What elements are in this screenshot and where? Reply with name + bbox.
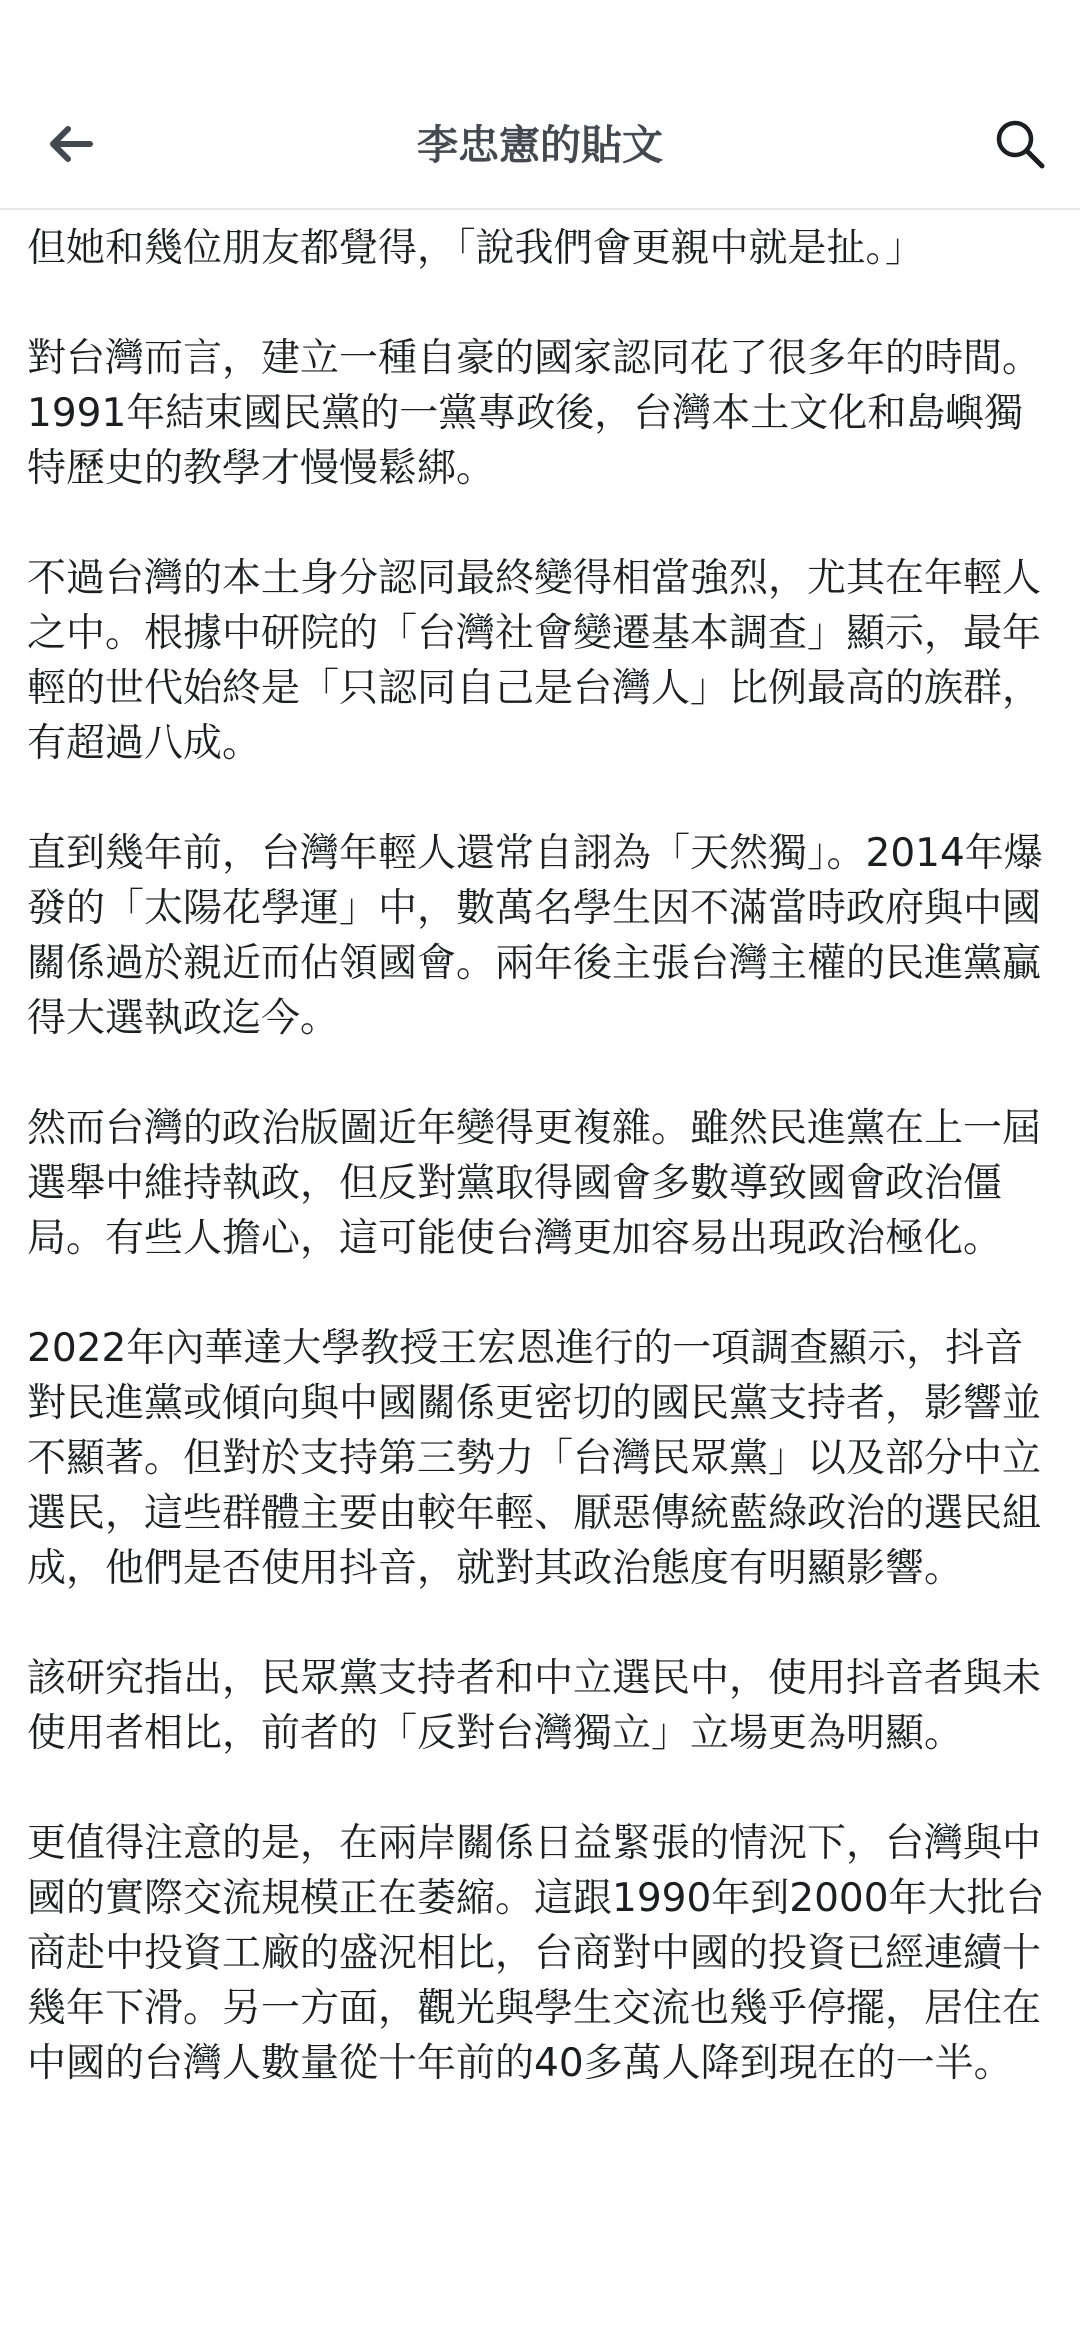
post-paragraph: 對台灣而言，建立一種自豪的國家認同花了很多年的時間。1991年結束國民黨的一黨專政後，台灣本土文化和島嶼獨特歷史的教學才慢慢鬆綁。 — [27, 336, 1042, 491]
post-paragraph: 不過台灣的本土身分認同最終變得相當強烈，尤其在年輕人之中。根據中研院的「台灣社會變遷基本調查」顯示，最年輕的世代始終是「只認同自己是台灣人」比例最高的族群，有超過八成。 — [27, 556, 1042, 766]
post-paragraph: 該研究指出，民眾黨支持者和中立選民中，使用抖音者與未使用者相比，前者的「反對台灣獨立」立場更為明顯。 — [27, 1656, 1042, 1756]
post-paragraph: 然而台灣的政治版圖近年變得更複雜。雖然民進黨在上一屆選舉中維持執政，但反對黨取得國會多數導致國會政治僵局。有些人擔心，這可能使台灣更加容易出現政治極化。 — [27, 1106, 1042, 1261]
status-bar — [0, 0, 1080, 82]
post-body — [27, 210, 1057, 2340]
post-paragraph: 更值得注意的是，在兩岸關係日益緊張的情況下，台灣與中國的實際交流規模正在萎縮。這跟1990年到2000年大批台商赴中投資工廠的盛況相比，台商對中國的投資已經連續十幾年下滑。另一方面，觀光與學生交流也幾乎停擺，居住在中國的台灣人數量從十年前的40多萬人降到現在的一半。 — [27, 1821, 1045, 2086]
post-paragraph: 直到幾年前，台灣年輕人還常自詡為「天然獨」。2014年爆發的「太陽花學運」中，數萬名學生因不滿當時政府與中國關係過於親近而佔領國會。兩年後主張台灣主權的民進黨贏得大選執政迄今。 — [27, 831, 1043, 1041]
page-title: 李忠憲的貼文 — [417, 121, 663, 169]
app-bar — [0, 82, 1080, 210]
search-button[interactable] — [980, 104, 1060, 184]
post-paragraph: 2022年內華達大學教授王宏恩進行的一項調查顯示，抖音對民進黨或傾向與中國關係更密切的國民黨支持者，影響並不顯著。但對於支持第三勢力「台灣民眾黨」以及部分中立選民，這些群體主要由較年輕、厭惡傳統藍綠政治的選民組成，他們是否使用抖音，就對其政治態度有明顯影響。 — [27, 1326, 1042, 1591]
post-paragraph: 但她和幾位朋友都覺得，「說我們會更親中就是扯。」 — [27, 226, 925, 271]
search-icon — [994, 118, 1046, 170]
